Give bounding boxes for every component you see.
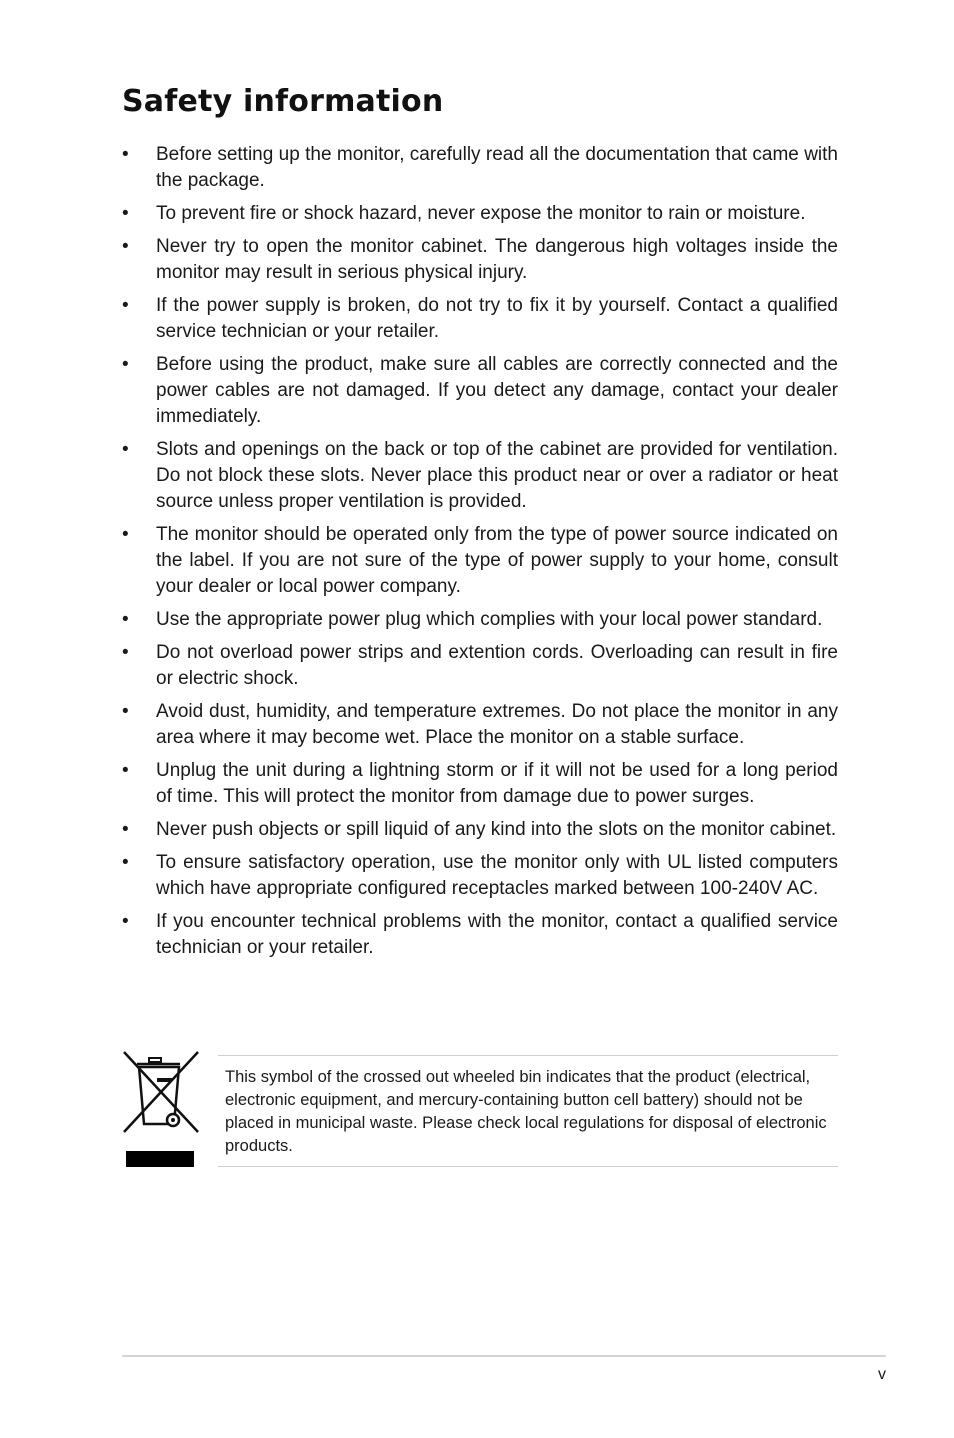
list-item [122,909,838,961]
bullet-icon: • [122,760,129,781]
bullet-icon: • [122,295,129,316]
list-item [122,699,838,751]
crossed-out-wheeled-bin-icon [122,1050,200,1170]
weee-notice-text: This symbol of the crossed out wheeled bin indicates that the product (electrical, electronic equipment, and mercury-containing button cell battery) should not be placed in municipal waste. Please check local regulations for disposal of electronic products. [225,1068,827,1155]
list-item [122,758,838,810]
weee-notice [122,1050,838,1170]
bullet-icon: • [122,144,129,165]
list-item [122,817,838,843]
list-item [122,142,838,194]
list-item-text: Do not overload power strips and extention cords. Overloading can result in fire or electric shock. [156,642,838,689]
bullet-icon: • [122,819,129,840]
bullet-icon: • [122,354,129,375]
list-item [122,850,838,902]
list-item [122,201,838,227]
list-item [122,352,838,430]
list-item-text: If the power supply is broken, do not try to fix it by yourself. Contact a qualified service technician or your retailer. [156,295,838,342]
list-item [122,607,838,633]
bullet-icon: • [122,439,129,460]
list-item-text: If you encounter technical problems with the monitor, contact a qualified service technician or your retailer. [156,911,838,958]
list-item [122,437,838,515]
bullet-icon: • [122,524,129,545]
list-item-text: Before using the product, make sure all cables are correctly connected and the power cables are not damaged. If you detect any damage, contact your dealer immediately. [156,354,838,427]
page-title: Safety information [122,84,444,119]
list-item-text: Never try to open the monitor cabinet. The dangerous high voltages inside the monitor may result in serious physical injury. [156,236,838,283]
bullet-icon: • [122,852,129,873]
footer-divider [122,1355,886,1357]
list-item [122,640,838,692]
list-item-text: Never push objects or spill liquid of any kind into the slots on the monitor cabinet. [156,819,837,840]
list-item-text: To ensure satisfactory operation, use the monitor only with UL listed computers which have appropriate configured receptacles marked between 100-240V AC. [156,852,838,899]
page-number: v [878,1366,886,1383]
list-item [122,234,838,286]
list-item-text: Slots and openings on the back or top of the cabinet are provided for ventilation. Do not block these slots. Never place this product near or over a radiator or heat source unless proper ventilation is provided. [156,439,838,512]
list-item [122,522,838,600]
bullet-icon: • [122,642,129,663]
list-item-text: To prevent fire or shock hazard, never expose the monitor to rain or moisture. [156,203,806,224]
bullet-icon: • [122,203,129,224]
bullet-icon: • [122,701,129,722]
list-item-text: Unplug the unit during a lightning storm or if it will not be used for a long period of time. This will protect the monitor from damage due to power surges. [156,760,838,807]
bullet-icon: • [122,911,129,932]
safety-list [122,142,838,968]
list-item [122,293,838,345]
list-item-text: The monitor should be operated only from the type of power source indicated on the label. If you are not sure of the type of power supply to your home, consult your dealer or local power company. [156,524,838,597]
list-item-text: Before setting up the monitor, carefully read all the documentation that came with the package. [156,144,838,191]
bullet-icon: • [122,236,129,257]
bullet-icon: • [122,609,129,630]
list-item-text: Avoid dust, humidity, and temperature extremes. Do not place the monitor in any area where it may become wet. Place the monitor on a stable surface. [156,701,838,748]
list-item-text: Use the appropriate power plug which complies with your local power standard. [156,609,823,630]
weee-notice-box [218,1055,838,1167]
